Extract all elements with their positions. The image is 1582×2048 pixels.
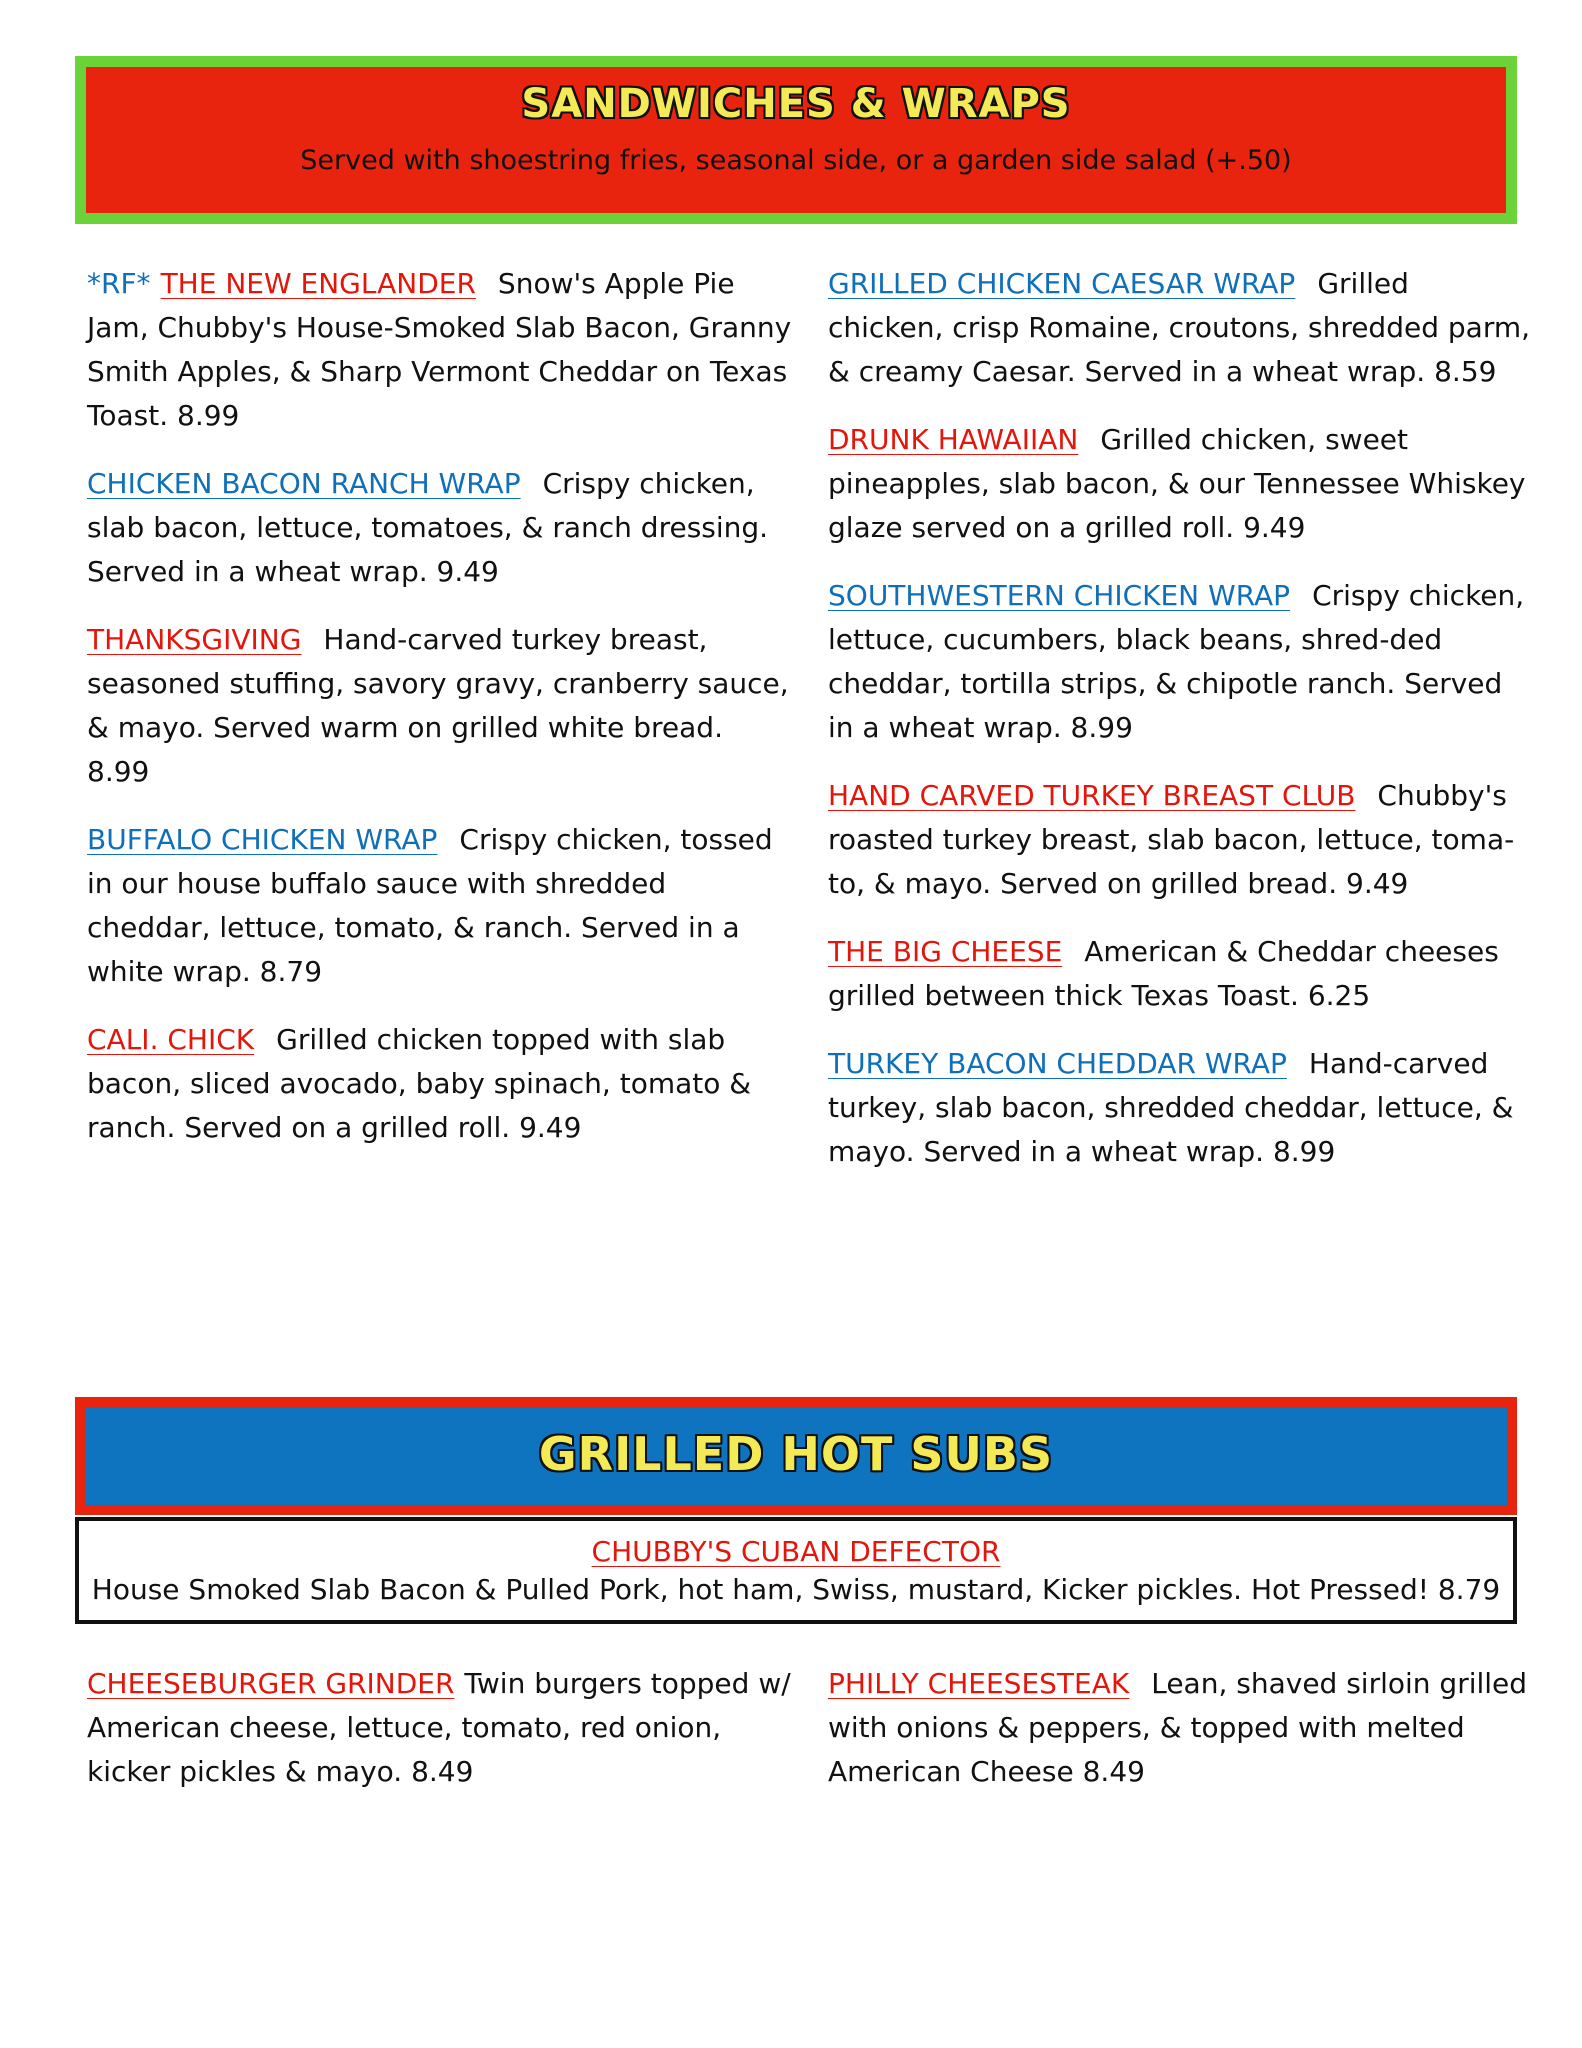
featured-sub-box [75, 1517, 1517, 1624]
sandwiches-subtitle: Served with shoestring fries, seasonal side, or a garden side salad (+.50) [300, 145, 1292, 176]
featured-sub-description: House Smoked Slab Bacon & Pulled Pork, hot ham, Swiss, mustard, Kicker pickles. Hot Pressed! 8.79 [91, 1573, 1501, 1606]
item-name: HAND CARVED TURKEY BREAST CLUB [828, 779, 1356, 812]
item-description: Grilled chicken, crisp Romaine, croutons, shredded parm, & creamy Caesar. Served in a wheat wrap. 8.59 [828, 267, 1531, 388]
item-name: THE NEW ENGLANDER [160, 267, 476, 300]
item-name: PHILLY CHEESESTEAK [828, 1667, 1130, 1700]
subs-title: GRILLED HOT SUBS [538, 1427, 1054, 1481]
item-name: DRUNK HAWAIIAN [828, 423, 1079, 456]
menu-item [828, 930, 1533, 1018]
item-description: Crispy chicken, slab bacon, lettuce, tomatoes, & ranch dressing. Served in a wheat wrap. 9.49 [87, 467, 769, 588]
menu-item [87, 462, 792, 594]
item-name: CALI. CHICK [87, 1023, 255, 1056]
item-description: Hand-carved turkey breast, seasoned stuffing, savory gravy, cranberry sauce, & mayo. Served warm on grilled white bread. 8.99 [87, 623, 789, 788]
item-description: Chubby's roasted turkey breast, slab bacon, lettuce, toma-to, & mayo. Served on grilled bread. 9.49 [828, 779, 1515, 900]
menu-item [828, 262, 1533, 394]
sandwiches-title: SANDWICHES & WRAPS [521, 81, 1071, 127]
menu-item [87, 262, 792, 438]
item-name: CHICKEN BACON RANCH WRAP [87, 467, 521, 500]
item-description: Hand-carved turkey, slab bacon, shredded cheddar, lettuce, & mayo. Served in a wheat wrap. 8.99 [828, 1047, 1514, 1168]
item-name: CHEESEBURGER GRINDER [87, 1667, 455, 1700]
item-name: THANKSGIVING [87, 623, 302, 656]
subs-right-column [828, 1662, 1533, 1818]
menu-item [828, 1042, 1533, 1174]
item-name: GRILLED CHICKEN CAESAR WRAP [828, 267, 1296, 300]
item-description: Snow's Apple Pie Jam, Chubby's House-Smoked Slab Bacon, Granny Smith Apples, & Sharp Vermont Cheddar on Texas Toast. 8.99 [87, 267, 792, 432]
sandwiches-banner [75, 56, 1517, 224]
item-name: BUFFALO CHICKEN WRAP [87, 823, 438, 856]
rf-tag: *RF* [87, 267, 151, 300]
item-description: Crispy chicken, lettuce, cucumbers, black beans, shred-ded cheddar, tortilla strips, & chipotle ranch. Served in a wheat wrap. 8.99 [828, 579, 1525, 744]
menu-item [87, 1662, 792, 1794]
subs-left-column [87, 1662, 792, 1818]
item-name: SOUTHWESTERN CHICKEN WRAP [828, 579, 1291, 612]
item-description: Grilled chicken topped with slab bacon, sliced avocado, baby spinach, tomato & ranch. Served on a grilled roll. 9.49 [87, 1023, 752, 1144]
menu-item [828, 774, 1533, 906]
menu-item [87, 818, 792, 994]
subs-banner [75, 1397, 1517, 1515]
menu-item [87, 1018, 792, 1150]
sandwiches-right-column [828, 262, 1533, 1198]
sandwiches-left-column [87, 262, 792, 1174]
featured-sub-name: CHUBBY'S CUBAN DEFECTOR [591, 1535, 1001, 1568]
item-name: THE BIG CHEESE [828, 935, 1063, 968]
menu-item [87, 618, 792, 794]
item-description: Twin burgers topped w/ American cheese, lettuce, tomato, red onion, kicker pickles & mayo. 8.49 [87, 1667, 791, 1788]
menu-item [828, 1662, 1533, 1794]
item-description: Lean, shaved sirloin grilled with onions & peppers, & topped with melted American Cheese 8.49 [828, 1667, 1528, 1788]
item-description: Grilled chicken, sweet pineapples, slab bacon, & our Tennessee Whiskey glaze served on a grilled roll. 9.49 [828, 423, 1526, 544]
menu-item [828, 574, 1533, 750]
item-name: TURKEY BACON CHEDDAR WRAP [828, 1047, 1287, 1080]
item-description: Crispy chicken, tossed in our house buffalo sauce with shredded cheddar, lettuce, tomato, & ranch. Served in a white wrap. 8.79 [87, 823, 773, 988]
item-description: American & Cheddar cheeses grilled between thick Texas Toast. 6.25 [828, 935, 1499, 1012]
menu-item [828, 418, 1533, 550]
